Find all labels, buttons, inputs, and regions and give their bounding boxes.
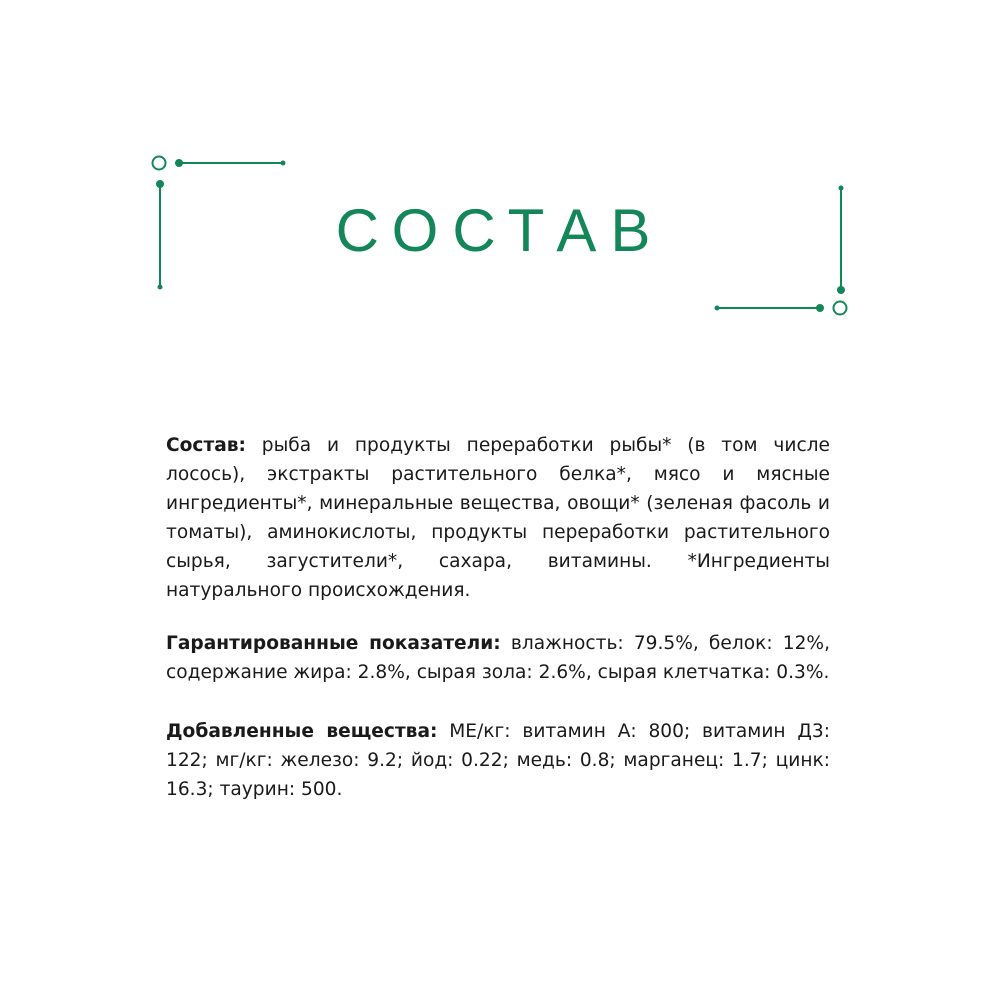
page-title: СОСТАВ [335, 197, 665, 264]
additives-label: Добавленные вещества: [166, 721, 438, 742]
composition-paragraph [166, 431, 830, 605]
corner-bracket-bottom-right-icon [710, 180, 860, 325]
composition-label: Состав: [166, 435, 246, 456]
guaranteed-analysis-label: Гарантированные показатели: [166, 633, 501, 654]
additives-paragraph [166, 717, 830, 804]
additives-text: МЕ/кг: витамин А: 800; витамин Д3: 122; мг/кг: железо: 9.2; йод: 0.22; медь: 0.8; марганец: 1.7; цинк: 16.3; таурин: 500. [166, 721, 830, 800]
guaranteed-analysis-paragraph [166, 629, 830, 687]
guaranteed-analysis-text: влажность: 79.5%, белок: 12%, содержание жира: 2.8%, сырая зола: 2.6%, сырая клетчатка: 0.3%. [166, 633, 830, 683]
composition-text: рыба и продукты переработки рыбы* (в том числе лосось), экстракты растительного белка*, мясо и мясные ингредиенты*, минеральные вещества, овощи* (зеленая фасоль и томаты), аминокислоты, продукты переработки растительного сырья, загустители*, сахара, витамины. *Ингредиенты натурального происхождения. [166, 435, 830, 601]
